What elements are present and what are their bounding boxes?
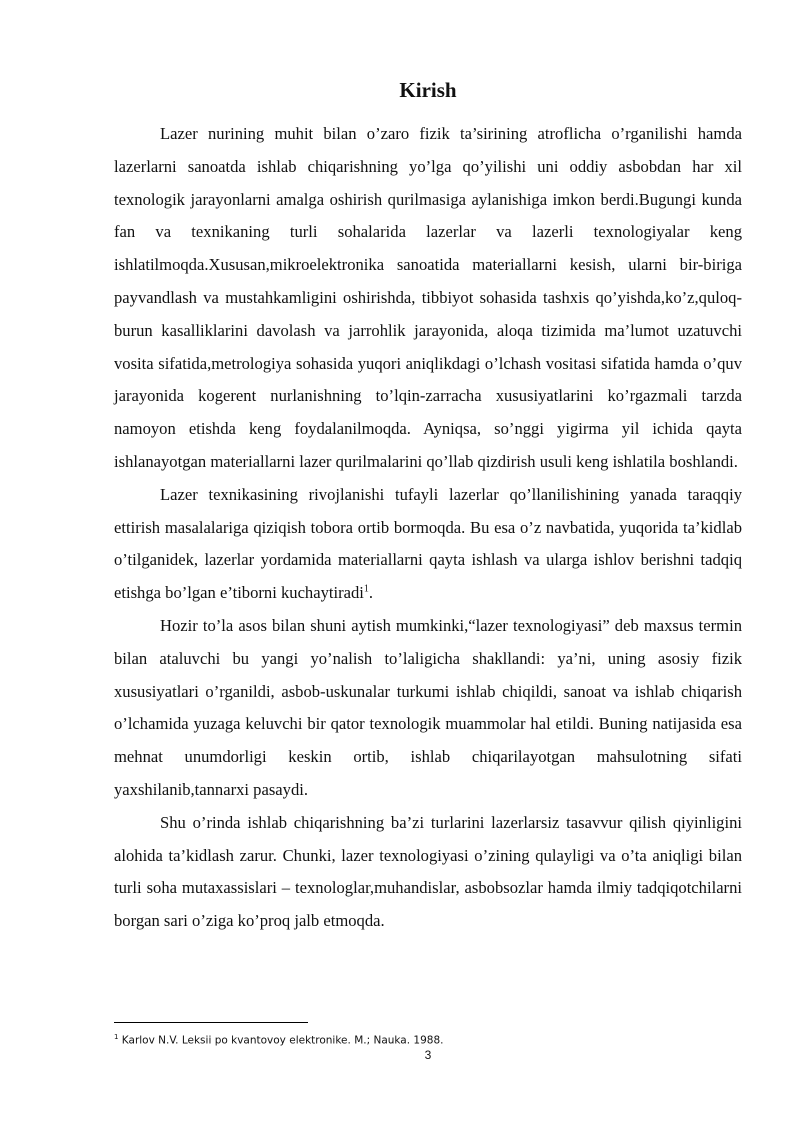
footnote-text: Karlov N.V. Leksii po kvantovoy elektronike. M.; Nauka. 1988. — [118, 1034, 444, 1047]
footnote-reference[interactable]: 1 — [363, 583, 369, 595]
page-number: 3 — [424, 1048, 432, 1062]
paragraph-3: Hozir to’la asos bilan shuni aytish mumkinki,“lazer texnologiyasi” deb maxsus termin bilan ataluvchi bu yangi yo’nalish to’laligicha shakllandi: ya’ni, uning asosiy fizik xususiyatlari o’rganildi, asbob-uskunalar turkumi ishlab chiqildi, sanoat va ishlab chiqarish o’lchamida yuzaga keluvchi bir qator texnologik muammolar hal etildi. Buning natijasida esa mehnat unumdorligi keskin ortib, ishlab chiqarilayotgan mahsulotning sifati yaxshilanib,tannarxi pasaydi. — [114, 615, 742, 799]
footnote — [114, 1030, 443, 1048]
footnote-marker: 1 — [114, 1033, 119, 1041]
page-title: Kirish — [399, 78, 457, 102]
footnote-separator — [114, 1022, 308, 1023]
paragraph-2-text: Lazer texnikasining rivojlanishi tufayli lazerlar qo’llanilishining yanada taraqqiy ettirish masalalariga qiziqish tobora ortib bormoqda. Bu esa o’z navbatida, yuqorida ta’kidlab o’tilganidek, lazerlar yordamida materiallarni qayta ishlash va ularga ishlov berishni tadqiq etishga bo’lgan e’tiborni kuchaytiradi — [114, 484, 742, 603]
paragraph-4: Shu o’rinda ishlab chiqarishning ba’zi turlarini lazerlarsiz tasavvur qilish qiyinligini alohida ta’kidlash zarur. Chunki, lazer texnologiyasi o’zining qulayligi va o’ta aniqligi bilan turli soha mutaxassislari – texnologlar,muhandislar, asbobsozlar hamda ilmiy tadqiqotchilarni borgan sari o’ziga ko’proq jalb etmoqda. — [114, 812, 742, 931]
body-text — [114, 118, 742, 938]
paragraph-1: Lazer nurining muhit bilan o’zaro fizik ta’sirining atroflicha o’rganilishi hamda lazerlarni sanoatda ishlab chiqarishning yo’lga qo’yilishi uni oddiy asbobdan har xil texnologik jarayonlarni amalga oshirish qurilmasiga aylanishiga imkon berdi.Bugungi kunda fan va texnikaning turli sohalarida lazerlar va lazerli texnologiyalar keng ishlatilmoqda.Xususan,mikroelektronika sanoatida materiallarni kesish, ularni bir-biriga payvandlash va mustahkamligini oshirishda, tibbiyot sohasida tashxis qo’yishda,ko’z,quloq-burun kasalliklarini davolash va jarrohlik jarayonida, aloqa tizimida ma’lumot uzatuvchi vosita sifatida,metrologiya sohasida yuqori aniqlikdagi o’lchash vositasi sifatida hamda o’quv jarayonida kogerent nurlanishning to’lqin-zarracha xususiyatlarini ko’rgazmali tarzda namoyon etishda keng foydalanilmoqda. Ayniqsa, so’nggi yigirma yil ichida qayta ishlanayotgan materiallarni lazer qurilmalarini qo’llab qizdirish usuli keng ishlatila boshlandi. — [114, 124, 742, 471]
paragraph-2 — [114, 479, 742, 610]
paragraph-2-end: . — [368, 583, 374, 603]
